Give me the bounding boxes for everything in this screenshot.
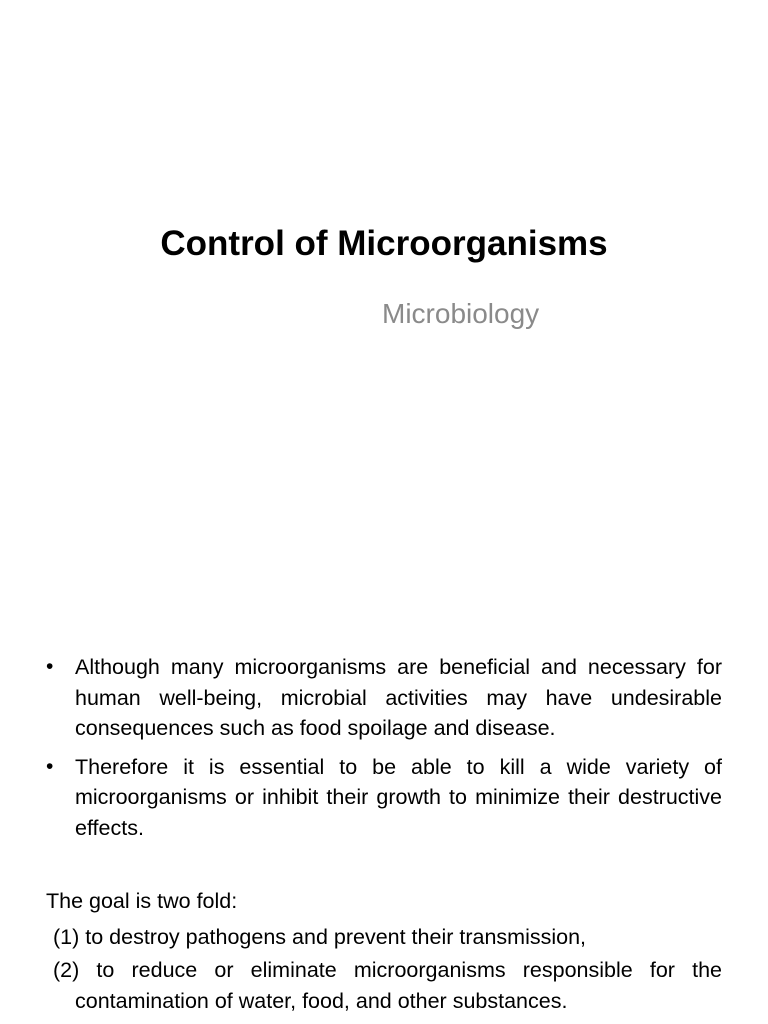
- slide-subtitle: Microbiology: [382, 298, 540, 329]
- goal-item-text: (2) to reduce or eliminate microorganisms responsible for the contamination of water, food, and other substances.: [53, 958, 722, 1013]
- goal-item-text: (1) to destroy pathogens and prevent their transmission,: [53, 924, 587, 949]
- bullet-text: Although many microorganisms are beneficial and necessary for human well-being, microbial activities may have undesirable consequences such as food spoilage and disease.: [75, 655, 722, 740]
- slide-title-text: Control of Microorganisms: [160, 224, 608, 263]
- goal-section: [46, 886, 722, 1019]
- goal-item: [46, 955, 722, 1016]
- bullet-list: [46, 652, 722, 851]
- slide-title: [0, 222, 768, 266]
- bullet-dot-icon: •: [46, 655, 54, 678]
- bullet-text: Therefore it is essential to be able to kill a wide variety of microorganisms or inhibit their growth to minimize their destructive effects.: [75, 754, 722, 840]
- bullet-item: [46, 752, 722, 844]
- goal-intro: The goal is two fold:: [46, 889, 238, 913]
- bullet-item: [46, 652, 722, 744]
- goal-item: [46, 922, 722, 953]
- bullet-dot-icon: •: [46, 754, 54, 778]
